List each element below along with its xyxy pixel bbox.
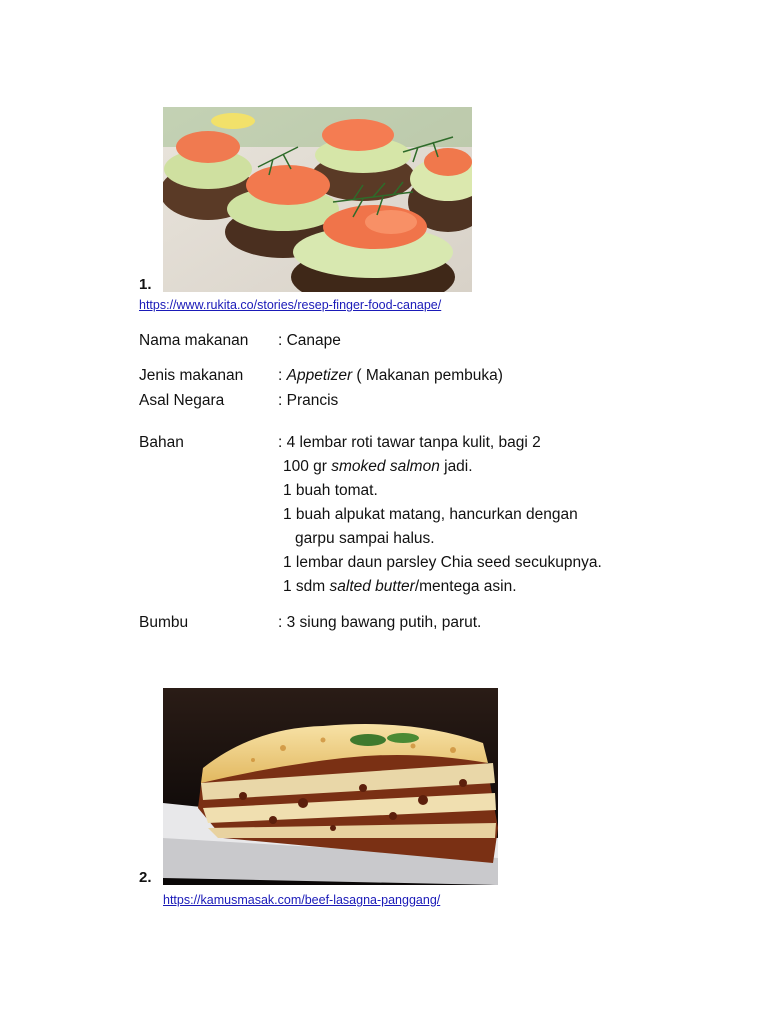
bahan-label: Bahan (139, 434, 184, 451)
bumbu-value: : 3 siung bawang putih, parut. (278, 614, 482, 631)
bahan-item-1: : 4 lembar roti tawar tanpa kulit, bagi 2 (278, 434, 541, 451)
recipe-2-source-link[interactable]: https://kamusmasak.com/beef-lasagna-panggang/ (163, 893, 441, 907)
asal-label: Asal Negara (139, 392, 225, 409)
recipe-1-number: 1. (139, 276, 152, 293)
bahan-item-3: 1 buah tomat. (283, 482, 378, 499)
nama-value: : Canape (278, 332, 341, 349)
bahan-item-6: 1 sdm salted butter/mentega asin. (283, 578, 517, 595)
jenis-value: : Appetizer ( Makanan pembuka) (278, 367, 503, 384)
bumbu-label: Bumbu (139, 614, 189, 631)
lasagna-photo (163, 688, 498, 885)
bahan-item-4a: 1 buah alpukat matang, hancurkan dengan (283, 506, 578, 523)
asal-value: : Prancis (278, 392, 339, 409)
recipe-2-number: 2. (139, 869, 152, 886)
bahan-item-4b: garpu sampai halus. (295, 530, 435, 547)
jenis-label: Jenis makanan (139, 367, 244, 384)
bahan-item-2: 100 gr smoked salmon jadi. (283, 458, 473, 475)
bahan-item-5: 1 lembar daun parsley Chia seed secukupnya. (283, 554, 602, 571)
nama-label: Nama makanan (139, 332, 249, 349)
recipe-1-source-link[interactable]: https://www.rukita.co/stories/resep-finger-food-canape/ (139, 298, 442, 312)
canape-photo (163, 107, 472, 292)
